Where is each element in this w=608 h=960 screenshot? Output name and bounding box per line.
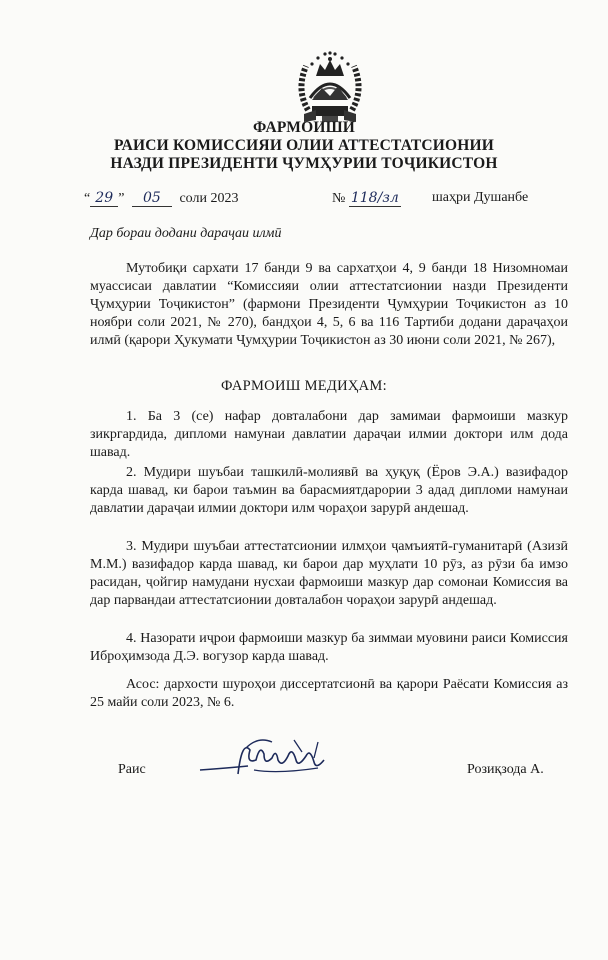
date-year: соли 2023	[179, 191, 239, 206]
order-item-3: 3. Мудири шуъбаи аттестатсионии илмҳои ҷамъиятӣ-гуманитарӣ (Азизӣ М.М.) вазифадор карда шавад, ки барои дар муҳлати 10 рӯз, аз рӯзи ба имзо расидан, ҷойгир намудани нусхаи фармоиши мазкур дар сомонаи Комиссия ва дар парвандаи аттестатсионии довталабон чораҳои зарурӣ андешад.	[90, 539, 568, 608]
basis-paragraph: Асос: дархости шуроҳои диссертатсионӣ ва қарори Раёсати Комиссия аз 25 майи соли 2023, № 6.	[90, 677, 568, 710]
state-emblem-icon	[282, 50, 378, 126]
city: шаҳри Душанбе	[432, 190, 529, 205]
order-item-4: 4. Назорати иҷрои фармоиши мазкур ба зиммаи муовини раиси Комиссия Иброҳимзода Д.Э. вогузор карда шавад.	[90, 631, 568, 664]
order-item-2: 2. Мудири шуъбаи ташкилӣ-молиявӣ ва ҳуқуқ (Ёров Э.А.) вазифадор карда шавад, ки барои таъмин ва барасмиятдарории 3 адад дипломи намунаи давлатии дараҷаи илмии доктори илм чораҳои зарурӣ андешад.	[90, 465, 568, 516]
subject-line: Дар бораи додани дараҷаи илмӣ	[90, 226, 282, 241]
issuer-line-2: НАЗДИ ПРЕЗИДЕНТИ ҶУМҲУРИИ ТОҶИКИСТОН	[110, 155, 498, 172]
order-number	[332, 190, 401, 207]
date-field: “ 29 ” 05 соли 2023	[84, 190, 239, 206]
date-month: 05	[132, 190, 172, 207]
signatory-name: Розиқзода А.	[467, 762, 544, 777]
signatory-title: Раис	[118, 762, 146, 777]
document-title: ФАРМОИШИ	[252, 119, 356, 136]
preamble-paragraph: Мутобиқи сархати 17 банди 9 ва сархатҳои 4, 9 банди 18 Низомномаи муассисаи давлатии “Комиссияи олии аттестатсионии назди Президенти Ҷумҳурии Тоҷикистон” (фармони Президенти Ҷумҳурии Тоҷикистон аз 10 ноябри соли 2021, № 270), бандҳои 4, 5, 6 ва 116 Тартиби додани дараҷаҳои илмӣ (қарори Ҳукумати Ҷумҳурии Тоҷикистон аз 30 июни соли 2021, № 267),	[90, 261, 568, 348]
issuer-line: РАИСИ КОМИССИЯИ ОЛИИ АТТЕСТАТСИОНИИ	[113, 137, 495, 154]
number-prefix: №	[332, 191, 346, 206]
number-value: 118/зл	[350, 190, 399, 206]
date-day: 29	[90, 190, 118, 207]
order-item-1: 1. Ба 3 (се) нафар довталабони дар замимаи фармоиши мазкур зикргардида, дипломи намунаи давлатии дараҷаи илмии доктори илм дода шавад.	[90, 409, 568, 460]
handwritten-signature	[198, 730, 338, 790]
order-heading: ФАРМОИШ МЕДИҲАМ:	[221, 378, 387, 394]
